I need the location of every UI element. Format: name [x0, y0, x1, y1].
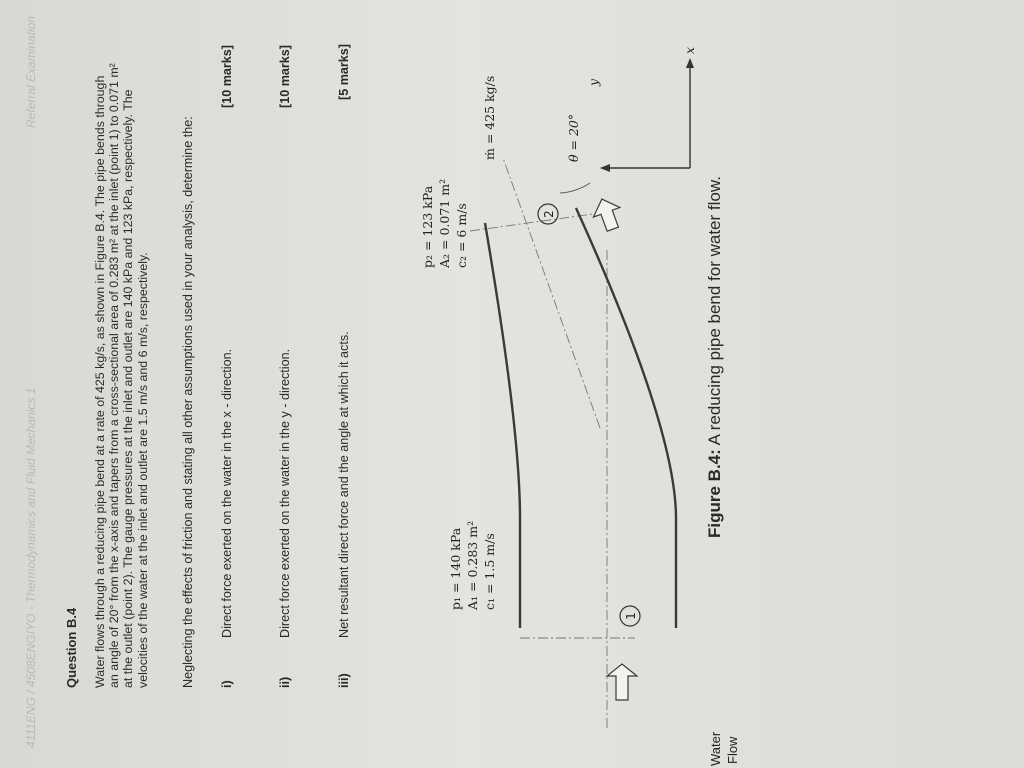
header-exam-type: Referral Examination: [24, 15, 38, 128]
header-course: 4111ENG / 4508ENGIYO - Thermodynamics and Fluid Mechanics 1: [24, 387, 38, 748]
inlet-area: A₁ = 0.283 m²: [465, 520, 480, 610]
outlet-centerline: [503, 158, 600, 428]
paragraph-line: an angle of 20° from the x-axis and tapers from a cross-sectional area of 0.283 m² at the inlet (point 1) to 0.071 m²: [107, 63, 122, 688]
item-number: i): [220, 680, 234, 688]
item-text: Direct force exerted on the water in the x - direction.: [220, 348, 234, 638]
point-1-label: 1: [624, 612, 638, 620]
item-text: Net resultant direct force and the angle at which it acts.: [337, 331, 351, 638]
point-2-label: 2: [542, 210, 556, 218]
pipe-bend-figure: [420, 0, 740, 768]
water-flow-label: Flow: [725, 736, 740, 764]
outlet-flow-arrow: [589, 194, 626, 234]
x-axis-arrowhead: [686, 58, 694, 68]
x-axis-label: x: [682, 46, 697, 54]
item-number: ii): [278, 676, 292, 688]
y-axis-label: y: [586, 78, 601, 86]
inlet-pressure: p₁ = 140 kPa: [448, 527, 463, 610]
paragraph-line: velocities of the water at the inlet and outlet are 1.5 m/s and 6 m/s, respectively.: [135, 252, 150, 688]
mass-flow-rate: ṁ = 425 kg/s: [482, 75, 497, 160]
question-paragraph: [93, 0, 150, 688]
question-intro: Neglecting the effects of friction and stating all other assumptions used in your analysis, determine the:: [181, 116, 195, 688]
inlet-velocity: c₁ = 1.5 m/s: [482, 533, 497, 610]
angle-arc: [560, 183, 590, 193]
item-marks: [10 marks]: [220, 44, 234, 108]
water-flow-label: Water: [708, 731, 723, 766]
figure-caption-text: A reducing pipe bend for water flow.: [705, 176, 724, 450]
paragraph-line: at the outlet (point 2). The gauge pressures at the inlet and outlet are 140 kPa and 123 kPa, respectively. The: [121, 89, 136, 688]
outlet-velocity: c₂ = 6 m/s: [454, 203, 469, 268]
inlet-flow-arrow: [607, 664, 637, 700]
item-marks: [5 marks]: [337, 43, 351, 100]
figure-caption: [705, 176, 725, 538]
item-text: Direct force exerted on the water in the y - direction.: [278, 348, 292, 638]
pipe-lower-wall: [576, 208, 676, 628]
figure-caption-number: Figure B.4:: [705, 449, 724, 538]
bend-angle: θ = 20°: [566, 113, 581, 162]
y-axis-arrowhead: [600, 164, 610, 172]
paragraph-line: Water flows through a reducing pipe bend at a rate of 425 kg/s, as shown in Figure B.4. The pipe bends through: [93, 75, 107, 688]
question-title: Question B.4: [64, 607, 79, 688]
item-marks: [10 marks]: [278, 44, 292, 108]
item-number: iii): [337, 673, 351, 688]
outlet-area: A₂ = 0.071 m²: [437, 178, 452, 268]
outlet-pressure: p₂ = 123 kPa: [420, 185, 435, 268]
